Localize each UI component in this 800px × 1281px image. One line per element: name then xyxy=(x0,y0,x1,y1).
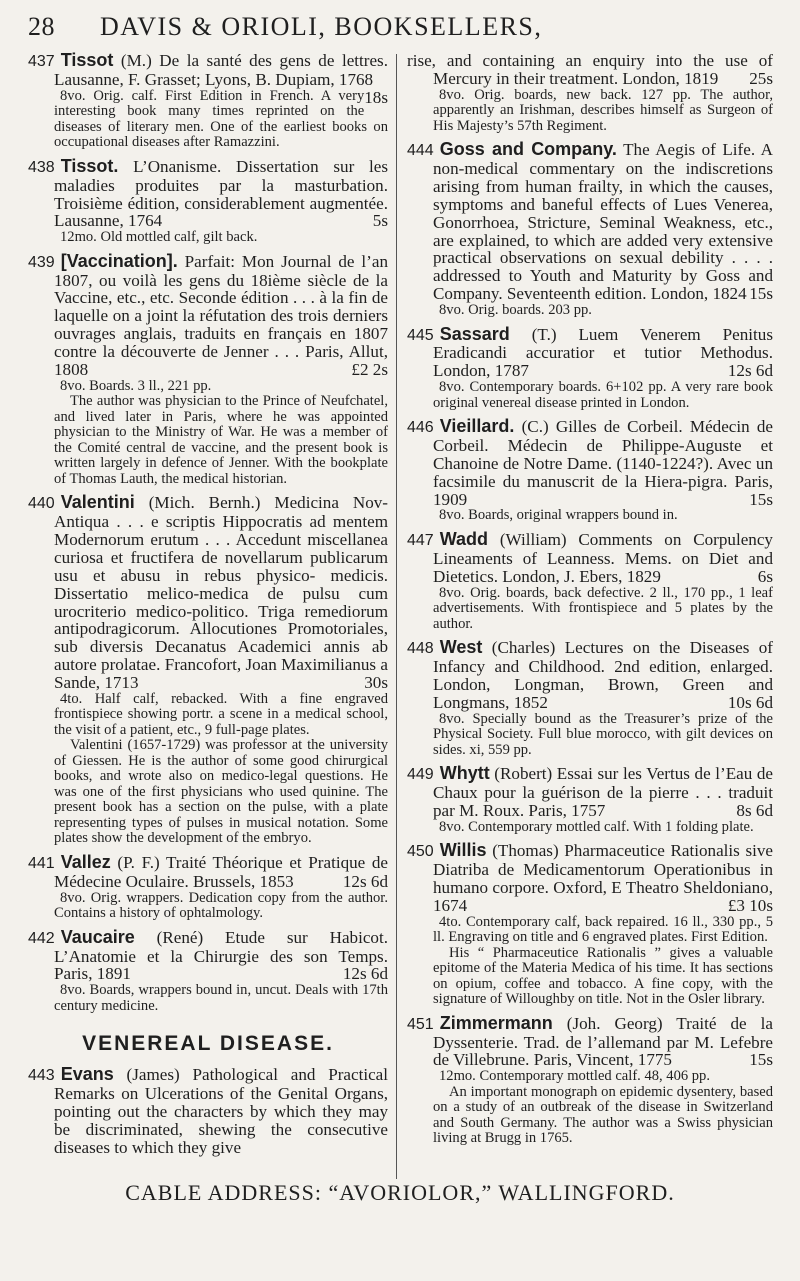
lot-number: 437 xyxy=(28,53,55,70)
lot-number: 442 xyxy=(28,929,55,947)
lot-number: 447 xyxy=(407,531,434,549)
bibliographic-note: 8vo. Contemporary boards. 6+102 pp. A very rare book original venereal disease printed in London. xyxy=(433,379,773,411)
bibliographic-note: 8vo. Orig. wrappers. Dedication copy from the author. Contains a history of ophtalmology. xyxy=(54,889,388,922)
lot-number: 446 xyxy=(407,419,434,437)
entry-description xyxy=(28,926,388,984)
entry-title: (Mich. Bernh.) Medicina Nov-Antiqua . . . e scriptis Hippocratis ad mentem Modernorum erutum . . . Accedunt miscellanea curiosa et fructifera de novellarum publicarum usu et abusu in rebus physico- medicis. Dissertatio melico-medica de pulsu cum urocriterio medico-politico. Triga remediorum antipodragicorum. Allocutiones Promotoriales, sub diversis Decanatus Academici annis ab autore prolatae. Francofort, Joan Maximilianus a Sande, 1713 xyxy=(54,493,388,692)
bibliographic-note: 12mo. Contemporary mottled calf. 48, 406 pp. xyxy=(439,1068,710,1085)
entry-title: (Joh. Georg) Traité de la Dyssenterie. Trad. de l’allemand par M. Lefebre de Villebrune. Paris, Vincent, 1775 xyxy=(433,1013,773,1070)
left-column xyxy=(28,52,388,1164)
lot-number: 438 xyxy=(28,158,55,176)
author-name: West xyxy=(439,637,483,658)
entry-description xyxy=(28,250,389,379)
entry-title: (René) Etude sur Habicot. L’Anatomie et la Chirurgie des son Temps. Paris, 1891 xyxy=(54,927,388,984)
entry-title: (P. F.) Traité Théorique et Pratique de Médecine Oculaire. Brussels, 1853 xyxy=(54,852,388,891)
bibliographic-note: 12mo. Old mottled calf, gilt back. xyxy=(60,229,258,246)
price: £2 2s xyxy=(351,359,388,379)
cable-address-footer: CABLE ADDRESS: “AVORIOLOR,” WALLINGFORD. xyxy=(125,1180,675,1205)
catalogue-entry xyxy=(407,765,773,835)
price: 30s xyxy=(364,672,388,692)
running-title: DAVIS & ORIOLI, BOOKSELLERS, xyxy=(100,12,543,41)
page-number: 28 xyxy=(28,12,55,41)
lot-number: 449 xyxy=(407,766,434,784)
catalogue-entry xyxy=(28,494,388,847)
lot-number: 450 xyxy=(407,843,434,861)
bibliographic-note: An important monograph on epidemic dysentery, based on a study of an outbreak of the disease in Switzerland and South Germany. The author was a Swiss physician living at Brugg in 1765. xyxy=(433,1083,773,1147)
entry-description xyxy=(407,323,773,381)
author-name: Vaucaire xyxy=(60,926,135,947)
price: 15s xyxy=(749,284,773,304)
entry-description xyxy=(28,1066,388,1156)
price: 10s 6d xyxy=(727,692,773,712)
entry-description xyxy=(407,639,773,711)
price: 15s xyxy=(749,489,773,509)
right-column xyxy=(407,52,773,1154)
catalogue-entry xyxy=(407,842,773,1008)
price: £3 10s xyxy=(727,895,773,915)
price: 6s xyxy=(757,566,773,586)
author-name: Sassard xyxy=(439,323,510,344)
entry-title: Parfait: Mon Journal de l’an 1807, ou voilà les gens du 18ième siècle de la Vaccine, etc., etc. Seconde édition . . . à la fin de laquelle on a joint la réfutation des trois derniers ouvrages anglais, traduits en français en 1807 contre la découverte de Jenner . . . Paris, Allut, 1808 xyxy=(54,251,389,379)
bibliographic-note: 8vo. Orig. calf. First Edition in French. A very interesting book many times reprinted on the diseases of literary men. One of the earliest books on occupational diseases after Ramazzini. xyxy=(54,87,388,151)
lot-number: 451 xyxy=(407,1015,434,1033)
entry-title: (Charles) Lectures on the Diseases of Infancy and Childhood. 2nd edition, enlarged. London, Longman, Brown, Green and Longmans, 1852 xyxy=(433,638,773,712)
price: 12s 6d xyxy=(342,964,388,984)
entry-description xyxy=(407,1012,773,1070)
bibliographic-note: 8vo. Boards. 3 ll., 221 pp. xyxy=(60,377,212,394)
entry-description xyxy=(407,141,773,303)
column-divider xyxy=(396,54,397,1179)
bibliographic-note: 8vo. Orig. boards. 203 pp. xyxy=(439,302,592,318)
lot-number: 443 xyxy=(28,1067,55,1085)
price: 12s 6d xyxy=(727,361,773,381)
catalogue-entry xyxy=(28,155,388,246)
bibliographic-note: 8vo. Boards, wrappers bound in, uncut. Deals with 17th century medicine. xyxy=(54,982,388,1014)
author-name: Valentini xyxy=(60,492,135,513)
catalogue-entry xyxy=(28,52,388,151)
entry-title: (M.) De la santé des gens de lettres. Lausanne, F. Grasset; Lyons, B. Dupiam, 1768 xyxy=(54,51,388,89)
author-name: Tissot. xyxy=(60,155,119,176)
price: 5s xyxy=(372,211,388,231)
author-name: Goss and Company. xyxy=(439,139,617,160)
bibliographic-note: Valentini (1657-1729) was professor at the university of Giessen. He is the author of some good chirurgical books, and wrote also on medico-legal questions. He was one of the first physicians who used quinine. The present book has a section on the pulse, with a plate representing types of pulses in musical notation. Some plates show the development of the embryo. xyxy=(54,737,388,847)
catalogue-entry xyxy=(407,639,773,758)
author-name: Willis xyxy=(439,840,487,861)
catalogue-entry xyxy=(407,1012,773,1147)
lot-number: 444 xyxy=(407,142,434,160)
entry-title: rise, and containing an enquiry into the use of Mercury in their treatment. London, 1819 xyxy=(407,51,773,88)
bibliographic-note: 8vo. Specially bound as the Treasurer’s prize of the Physical Society. Full blue morocco, with gilt devices on sides. xi, 559 pp. xyxy=(433,710,773,758)
bibliographic-note: The author was physician to the Prince of Neufchatel, and lived later in Paris, where he was appointed physician to the Ministry of War. He was a member of the Comité central de vaccine, and the present book is written largely in defence of Jenner. With the bookplate of Thomas Lauth, the medical historian. xyxy=(54,393,388,487)
entry-description xyxy=(407,842,773,914)
author-name: Vallez xyxy=(60,851,111,872)
entry-title: The Aegis of Life. A non-medical commentary on the indiscretions arising from human frailty, in which the causes, symptoms and baneful effects of Lues Venerea, Gonorrhoea, Stricture, Seminal Weakness, etc., are explained, to which are added very extensive practical observations on sexual debility . . . . addressed to Youth and Maturity by Goss and Company. Seventeenth edition. London, 1824 xyxy=(433,140,773,304)
catalogue-entry xyxy=(407,323,773,412)
entry-title: (Robert) Essai sur les Vertus de l’Eau de Chaux pour la guérison de la pierre . . . traduit par M. Roux. Paris, 1757 xyxy=(433,764,774,820)
catalogue-entry xyxy=(28,851,388,922)
lot-number: 445 xyxy=(407,326,434,344)
author-name: Whytt xyxy=(439,763,490,784)
entry-description xyxy=(28,155,388,231)
author-name: [Vaccination]. xyxy=(60,250,178,271)
lot-number: 448 xyxy=(407,640,434,658)
price: 8s 6d xyxy=(736,800,773,820)
catalogue-entry xyxy=(407,528,773,632)
catalogue-entry xyxy=(407,52,773,134)
bibliographic-note: His “ Pharmaceutice Rationalis ” gives a valuable epitome of the Materia Medica of his time. It has sections on opium, coffee and tobacco. A fine copy, with the signature of Willoughby on title. Not in the Osler library. xyxy=(433,944,773,1008)
entry-description xyxy=(28,50,388,107)
lot-number: 440 xyxy=(28,495,55,513)
catalogue-entry xyxy=(407,418,773,524)
price: 15s xyxy=(749,1050,773,1070)
entry-title: (William) Comments on Corpulency Lineaments of Leanness. Mems. on Diet and Dietetics. London, J. Ebers, 1829 xyxy=(433,529,773,586)
entry-title: (C.) Gilles de Corbeil. Médecin de Corbeil. Médecin de Philippe-Auguste et Chanoine de Notre Dame. (1140-1224?). Avec un facsimile du manuscrit de la Hiera-pigra. Paris, 1909 xyxy=(433,417,773,509)
bibliographic-note: 4to. Half calf, rebacked. With a fine engraved frontispiece showing portr. a scene in a medical school, the visit of a patient, etc., 9 full-page plates. xyxy=(54,690,388,738)
author-name: Evans xyxy=(60,1064,114,1085)
author-name: Vieillard. xyxy=(439,416,515,437)
price: 25s xyxy=(749,68,773,88)
entry-description xyxy=(28,494,388,691)
section-heading: VENEREAL DISEASE. xyxy=(82,1032,334,1056)
bibliographic-note: 8vo. Contemporary mottled calf. With 1 folding plate. xyxy=(439,818,754,835)
entry-title: (T.) Luem Venerem Penitus Eradicandi accuratior et tutior Methodus. London, 1787 xyxy=(433,324,773,381)
entry-title: (James) Pathological and Practical Remarks on Ulcerations of the Genital Organs, pointing out the characters by which they may be discriminated, shewing the consecutive diseases to which they give xyxy=(54,1065,388,1157)
author-name: Zimmermann xyxy=(439,1012,553,1033)
entry-description xyxy=(407,52,773,88)
entry-title: L’Onanisme. Dissertation sur les maladies produites par la masturbation. Troisième édition, considerablement augmentée. Lausanne, 1764 xyxy=(54,156,388,231)
entry-description xyxy=(407,418,773,508)
author-name: Wadd xyxy=(439,528,489,549)
page-header xyxy=(28,8,788,48)
lot-number: 439 xyxy=(28,253,55,271)
catalogue-entry xyxy=(28,250,389,488)
catalogue-entry xyxy=(28,926,388,1015)
entry-description xyxy=(407,528,773,586)
entry-description xyxy=(28,851,388,891)
entry-title: (Thomas) Pharmaceutice Rationalis sive Diatriba de Medicamentorum Operationibus in humano corpore. Oxford, E Theatro Sheldoniano, 1674 xyxy=(433,841,773,915)
bibliographic-note: 8vo. Boards, original wrappers bound in. xyxy=(439,507,678,524)
catalogue-entry xyxy=(28,1066,388,1156)
price: 12s 6d xyxy=(342,871,388,891)
bibliographic-note: 4to. Contemporary calf, back repaired. 16 ll., 330 pp., 5 ll. Engraving on title and 6 engraved plates. First Edition. xyxy=(433,913,773,946)
bibliographic-note: 8vo. Orig. boards, new back. 127 pp. The author, apparently an Irishman, describes himself as Surgeon of His Majesty’s 57th Regiment. xyxy=(433,86,773,134)
author-name: Tissot xyxy=(60,50,114,70)
catalogue-entry xyxy=(407,141,773,318)
bibliographic-note: 8vo. Orig. boards, back defective. 2 ll., 170 pp., 1 leaf advertisements. With frontispiece and 5 plates by the author. xyxy=(433,584,773,632)
price: 18s xyxy=(364,87,388,107)
entry-description xyxy=(407,765,773,820)
lot-number: 441 xyxy=(28,854,55,872)
